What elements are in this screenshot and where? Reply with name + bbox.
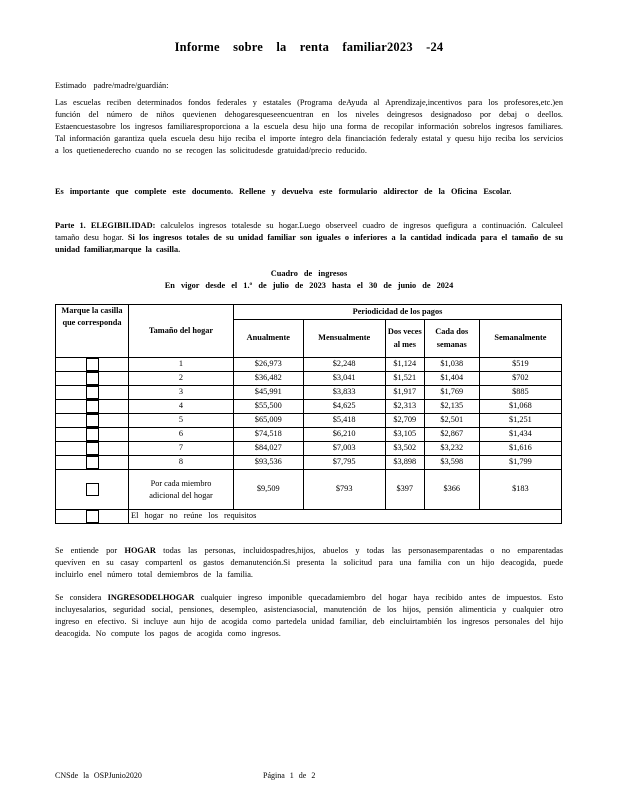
cell-annual: $65,009 [234,414,304,428]
table-row-not-eligible [56,510,562,524]
footer-left: CNSde la OSPJunio2020 [55,771,142,780]
cell-size: Por cada miembro adicional del hogar [129,470,234,510]
cell-weekly: $885 [479,386,561,400]
table-row [56,386,562,400]
cell-biweekly: $2,135 [424,400,479,414]
eligibility-checkbox[interactable] [86,358,99,371]
cell-weekly: $1,068 [479,400,561,414]
cell-biweekly: $3,598 [424,456,479,470]
cell-annual: $84,027 [234,442,304,456]
cell-weekly: $1,251 [479,414,561,428]
cell-annual: $26,973 [234,358,304,372]
page-number: Página 1 de 2 [263,771,316,780]
header-monthly: Mensualmente [303,320,385,358]
income-table-title [55,268,563,291]
cell-biweekly: $2,501 [424,414,479,428]
salutation: Estimado padre/madre/guardián: [55,81,169,90]
cell-monthly: $4,625 [303,400,385,414]
cell-weekly: $1,799 [479,456,561,470]
cell-annual: $36,482 [234,372,304,386]
checkbox-cell [56,428,129,442]
income-table [55,304,562,524]
document-title: Informe sobre la renta familiar2023 -24 [174,40,444,54]
cell-twice-monthly: $397 [385,470,424,510]
important-notice: Es importante que complete este documento. Rellene y devuelva este formulario aldirector de la Oficina Escolar. [55,187,512,196]
household-def-pre: Se entiende por [55,546,125,555]
not-eligible-label: El hogar no reúne los requisitos [129,510,562,524]
checkbox-cell [56,510,129,524]
table-row [56,400,562,414]
header-period: Periodicidad de los pagos [234,305,562,320]
cell-biweekly: $366 [424,470,479,510]
cell-annual: $93,536 [234,456,304,470]
eligibility-checkbox[interactable] [86,483,99,496]
cell-annual: $74,518 [234,428,304,442]
cell-biweekly: $3,232 [424,442,479,456]
checkbox-cell [56,358,129,372]
cell-size: 6 [129,428,234,442]
cell-size: 8 [129,456,234,470]
table-row [56,414,562,428]
part1-text: calculelos ingresos totalesde su hogar.Luego observeel cuadro de ingresos quefigura a continuación. Calculeel tamaño desu hogar. [55,221,564,243]
income-def-label: INGRESODELHOGAR [107,593,195,602]
cell-biweekly: $1,038 [424,358,479,372]
header-weekly: Semanalmente [479,320,561,358]
table-row [56,442,562,456]
table-row [56,358,562,372]
cell-size: 7 [129,442,234,456]
header-biweekly: Cada dos semanas [424,320,479,358]
income-table-title-line2: En vigor desde el 1.º de julio de 2023 hasta el 30 de junio de 2024 [164,280,454,290]
cell-twice-monthly: $3,105 [385,428,424,442]
intro-paragraph: Las escuelas reciben determinados fondos federales y estatales (Programa deAyuda al Aprendizaje,incentivos para los profesores,etc.)en función del número de niños quevienen dehogaresqueseencuentran en los niveles deingresos designadoso por debaj o deellos. Estaencuestasobre los ingresos familiaresproporciona a la escuela desu hijo una forma de recopilar información sobrelos ingresos familiares. Tal información garantiza quela escuela desu hijo reciba el importe íntegro dela financiación federaly estatal y quesu hijo reciba los servicios a los quetienederecho cuando no se recogen las solicitudesde gratuidad/precio reducido. [55,98,564,156]
cell-twice-monthly: $2,313 [385,400,424,414]
eligibility-checkbox[interactable] [86,400,99,413]
cell-monthly: $793 [303,470,385,510]
income-def-pre: Se considera [55,593,108,602]
checkbox-cell [56,442,129,456]
eligibility-checkbox[interactable] [86,428,99,441]
header-size: Tamaño del hogar [129,305,234,358]
cell-twice-monthly: $1,124 [385,358,424,372]
header-check: Marque la casilla que corresponda [56,305,129,358]
cell-twice-monthly: $3,502 [385,442,424,456]
household-definition [55,545,563,581]
cell-annual: $55,500 [234,400,304,414]
checkbox-cell [56,470,129,510]
cell-weekly: $1,434 [479,428,561,442]
cell-monthly: $7,003 [303,442,385,456]
cell-twice-monthly: $2,709 [385,414,424,428]
eligibility-checkbox[interactable] [86,372,99,385]
cell-annual: $9,509 [234,470,304,510]
checkbox-cell [56,400,129,414]
table-row [56,456,562,470]
checkbox-cell [56,414,129,428]
cell-weekly: $519 [479,358,561,372]
part1-label: Parte 1. ELEGIBILIDAD: [55,221,156,230]
household-def-label: HOGAR [124,546,156,555]
cell-weekly: $183 [479,470,561,510]
cell-size: 4 [129,400,234,414]
income-table-title-line1: Cuadro de ingresos [270,269,348,278]
table-row-additional-member [56,470,562,510]
cell-biweekly: $1,404 [424,372,479,386]
cell-monthly: $7,795 [303,456,385,470]
not-eligible-checkbox[interactable] [86,510,99,523]
cell-monthly: $5,418 [303,414,385,428]
cell-twice-monthly: $1,521 [385,372,424,386]
income-definition [55,592,563,640]
cell-monthly: $3,833 [303,386,385,400]
cell-biweekly: $2,867 [424,428,479,442]
cell-monthly: $6,210 [303,428,385,442]
cell-size: 5 [129,414,234,428]
income-def-post: cualquier ingreso imponible quecadamiembro del hogar haya recibido antes de impuestos. Esto incluyesalarios, seguridad social, pensiones, desempleo, asistenciasocial, manutención de los hijos, pensión alimenticia y cualquier otro ingreso en efectivo. Si incluye aun hijo de acogida como partedela unidad familiar, deb eincluirtambién los ingresos personales del hijo deacogida. No compute los pagos de acogida como ingresos. [55,593,563,639]
household-def-post: todas las personas, incluidospadres,hijos, abuelos y todas las personasemparentadas o no emparentadas quevíven en su casay compartenl os gastos demanutención.Si presenta la solicitud para una familia con un hijo deacogida, puede incluirlo enel número total demiembros de la familia. [55,546,563,580]
checkbox-cell [56,386,129,400]
cell-biweekly: $1,769 [424,386,479,400]
header-twice-monthly: Dos veces al mes [385,320,424,358]
eligibility-checkbox[interactable] [86,456,99,469]
header-annual: Anualmente [234,320,304,358]
cell-weekly: $702 [479,372,561,386]
eligibility-checkbox[interactable] [86,442,99,455]
cell-size: 1 [129,358,234,372]
cell-weekly: $1,616 [479,442,561,456]
eligibility-checkbox[interactable] [86,386,99,399]
cell-size: 2 [129,372,234,386]
checkbox-cell [56,456,129,470]
cell-annual: $45,991 [234,386,304,400]
table-row [56,372,562,386]
eligibility-checkbox[interactable] [86,414,99,427]
part1-eligibility [55,220,563,256]
cell-monthly: $2,248 [303,358,385,372]
checkbox-cell [56,372,129,386]
part1-bold-text: Si los ingresos totales de su unidad familiar son iguales o inferiores a la cantidad indicada para el tamaño de su unidad familiar,marque la casilla. [55,233,564,255]
cell-twice-monthly: $3,898 [385,456,424,470]
cell-size: 3 [129,386,234,400]
cell-monthly: $3,041 [303,372,385,386]
table-row [56,428,562,442]
cell-twice-monthly: $1,917 [385,386,424,400]
